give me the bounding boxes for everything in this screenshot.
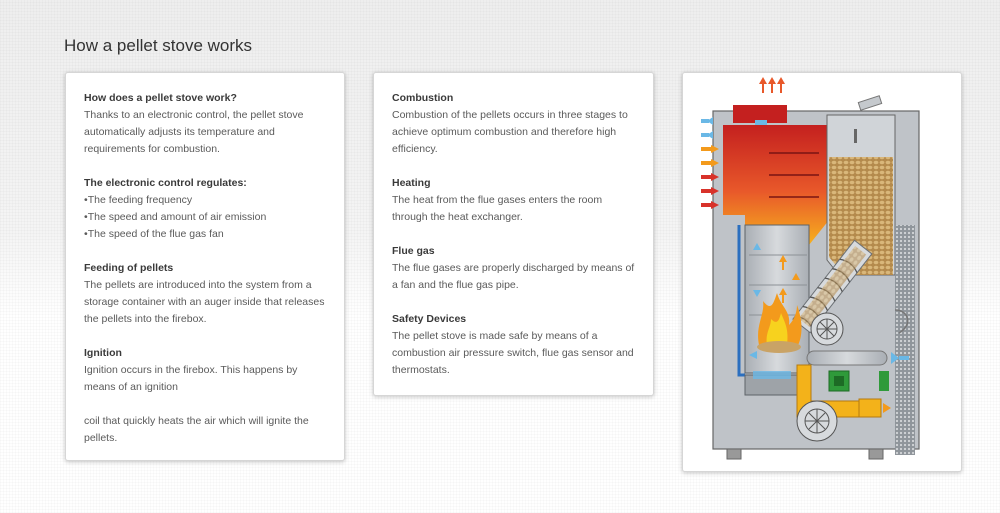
section-text: coil that quickly heats the air which will ignite the pellets. — [84, 415, 309, 444]
section-flue-gas — [392, 243, 635, 294]
control-list — [84, 192, 326, 243]
heat-arrows-top — [759, 77, 785, 93]
ignition-coil — [807, 351, 887, 365]
section-text: Thanks to an electronic control, the pellet stove automatically adjusts its temperature and requirements for combustion. — [84, 109, 304, 155]
section-heading: Feeding of pellets — [84, 262, 174, 274]
pellet-stove-diagram — [699, 75, 949, 467]
section-heading: Safety Devices — [392, 313, 467, 325]
section-combustion — [392, 90, 635, 158]
section-heading: How does a pellet stove work? — [84, 92, 237, 104]
section-text: Ignition occurs in the firebox. This happens by means of an ignition — [84, 364, 298, 393]
section-heading: Ignition — [84, 347, 122, 359]
list-item: • The feeding frequency — [84, 192, 326, 209]
section-heading: The electronic control regulates: — [84, 177, 247, 189]
section-text: The pellets are introduced into the system from a storage container with an auger inside that releases the pellets into the firebox. — [84, 279, 325, 325]
info-card-left — [65, 72, 345, 461]
section-ignition-continued — [84, 413, 326, 447]
section-text: Combustion of the pellets occurs in three stages to achieve optimum combustion and therefore high efficiency. — [392, 109, 628, 155]
section-text: The pellet stove is made safe by means of a combustion air pressure switch, flue gas sensor and thermostats. — [392, 330, 634, 376]
section-heating — [392, 175, 635, 226]
section-feeding — [84, 260, 326, 328]
section-text: The heat from the flue gases enters the room through the heat exchanger. — [392, 194, 603, 223]
list-item: • The speed of the flue gas fan — [84, 226, 326, 243]
section-heading: Flue gas — [392, 245, 435, 257]
section-safety-devices — [392, 311, 635, 379]
arrow-up-icon — [768, 77, 776, 93]
info-card-middle — [373, 72, 654, 396]
section-electronic-control — [84, 175, 326, 243]
list-item: • The speed and amount of air emission — [84, 209, 326, 226]
section-how-it-works — [84, 90, 326, 158]
diagram-card — [682, 72, 962, 472]
section-heading: Combustion — [392, 92, 454, 104]
page-title: How a pellet stove works — [64, 36, 253, 55]
section-text: The flue gases are properly discharged by means of a fan and the flue gas pipe. — [392, 262, 635, 291]
section-heading: Heating — [392, 177, 431, 189]
fan-icon — [797, 401, 837, 441]
fan-icon — [811, 313, 843, 345]
arrow-up-icon — [759, 77, 767, 93]
section-ignition — [84, 345, 326, 396]
arrow-up-icon — [777, 77, 785, 93]
